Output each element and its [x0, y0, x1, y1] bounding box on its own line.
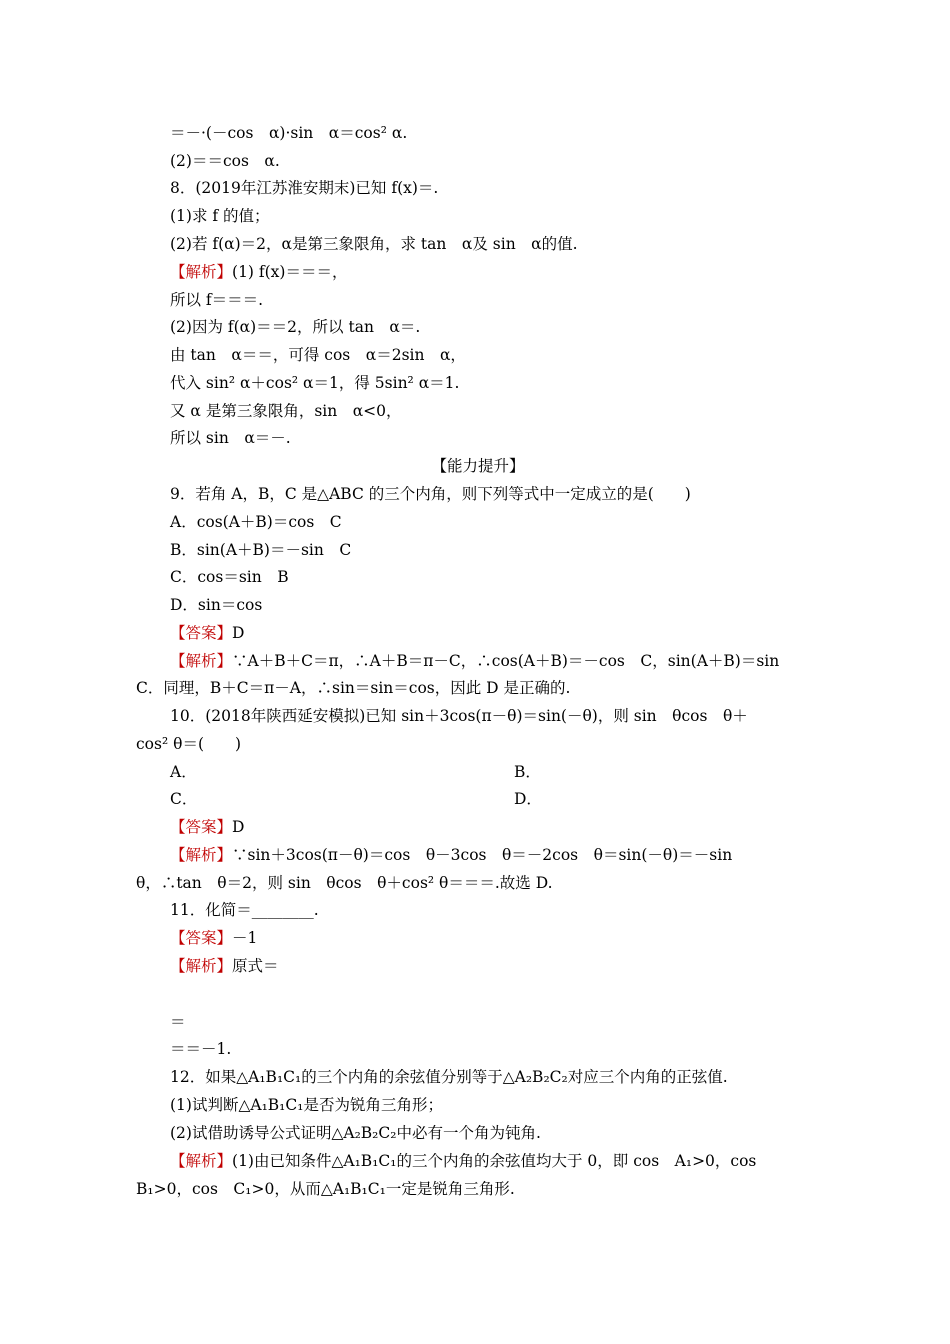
answer-line [170, 817, 820, 837]
text-line: (1)求 f 的值； [170, 207, 270, 225]
question-12: 12．如果△A₁B₁C₁的三个内角的余弦值分别等于△A₂B₂C₂对应三个内角的正弦值. [170, 1068, 728, 1086]
option-b: B．sin(A＋B)＝－sin C [170, 541, 352, 559]
text-line: 由 tan α＝＝，可得 cos α＝2sin α， [170, 346, 466, 364]
answer-line [170, 928, 820, 948]
answer-tag: 【答案】 [170, 818, 233, 836]
option-c: C．cos＝sin B [170, 568, 289, 586]
answer-tag: 【答案】 [170, 624, 233, 642]
question-10: 10．(2018年陕西延安模拟)已知 sin＋3cos(π－θ)＝sin(－θ)，则 sin θcos θ＋ [170, 707, 748, 725]
solution-line [170, 845, 820, 865]
text-line: C．同理，B＋C＝π－A，∴sin＝sin＝cos，因此 D 是正确的. [136, 679, 571, 697]
answer-value: －1 [232, 929, 258, 947]
option-d: D． [514, 790, 542, 808]
text-line: 原式＝ [232, 957, 279, 975]
text-line: ∵A＋B＋C＝π，∴A＋B＝π－C，∴cos(A＋B)＝－cos C，sin(A＋B)＝sin [232, 652, 780, 670]
section-heading: 【能力提升】 [431, 457, 525, 475]
question-9: 9．若角 A，B，C 是△ABC 的三个内角，则下列等式中一定成立的是( ) [170, 485, 691, 503]
text-line: cos² θ＝( ) [136, 735, 242, 753]
solution-tag: 【解析】 [170, 263, 233, 281]
text-line: (2)试借助诱导公式证明△A₂B₂C₂中必有一个角为钝角. [170, 1124, 541, 1142]
text-line: 又 α 是第三象限角，sin α<0， [170, 402, 402, 420]
option-a: A． [170, 763, 197, 781]
text-line: (2)若 f(α)＝2，α是第三象限角，求 tan α及 sin α的值. [170, 235, 578, 253]
solution-tag: 【解析】 [170, 1152, 233, 1170]
text-line: θ，∴tan θ＝2，则 sin θcos θ＋cos² θ＝＝＝.故选 D. [136, 874, 553, 892]
option-a: A．cos(A＋B)＝cos C [170, 513, 342, 531]
text-line: ∵sin＋3cos(π－θ)＝cos θ－3cos θ＝－2cos θ＝sin(－θ)＝－sin [232, 846, 733, 864]
text-line: (1)试判断△A₁B₁C₁是否为锐角三角形； [170, 1096, 443, 1114]
text-line: ＝ [170, 1013, 186, 1031]
solution-tag: 【解析】 [170, 846, 233, 864]
option-d: D．sin＝cos [170, 596, 263, 614]
options-row [170, 762, 820, 782]
question-11: 11．化简＝________. [170, 901, 319, 919]
solution-line [170, 262, 820, 282]
options-row [170, 789, 820, 809]
text-line: (1) f(x)＝＝＝， [232, 263, 348, 281]
text-line: (2)＝＝cos α. [170, 152, 280, 170]
question-8: 8．(2019年江苏淮安期末)已知 f(x)＝. [170, 179, 439, 197]
text-line: 代入 sin² α＋cos² α＝1，得 5sin² α＝1. [170, 374, 460, 392]
text-line: ＝－·(－cos α)·sin α＝cos² α. [170, 124, 408, 142]
solution-line [170, 651, 820, 671]
text-line: B₁>0，cos C₁>0，从而△A₁B₁C₁一定是锐角三角形. [136, 1180, 515, 1198]
solution-line [170, 1151, 820, 1171]
solution-line [170, 956, 820, 976]
answer-value: D [232, 818, 245, 836]
text-line: 所以 f＝＝＝. [170, 291, 264, 309]
answer-value: D [232, 624, 245, 642]
option-b: B． [514, 763, 541, 781]
answer-tag: 【答案】 [170, 929, 233, 947]
solution-tag: 【解析】 [170, 957, 233, 975]
text-line: ＝＝－1. [170, 1040, 232, 1058]
text-line: (1)由已知条件△A₁B₁C₁的三个内角的余弦值均大于 0，即 cos A₁>0，cos [232, 1152, 757, 1170]
text-line: 所以 sin α＝－. [170, 429, 291, 447]
answer-line [170, 623, 820, 643]
option-c: C． [170, 790, 198, 808]
solution-tag: 【解析】 [170, 652, 233, 670]
text-line: (2)因为 f(α)＝＝2，所以 tan α＝. [170, 318, 421, 336]
